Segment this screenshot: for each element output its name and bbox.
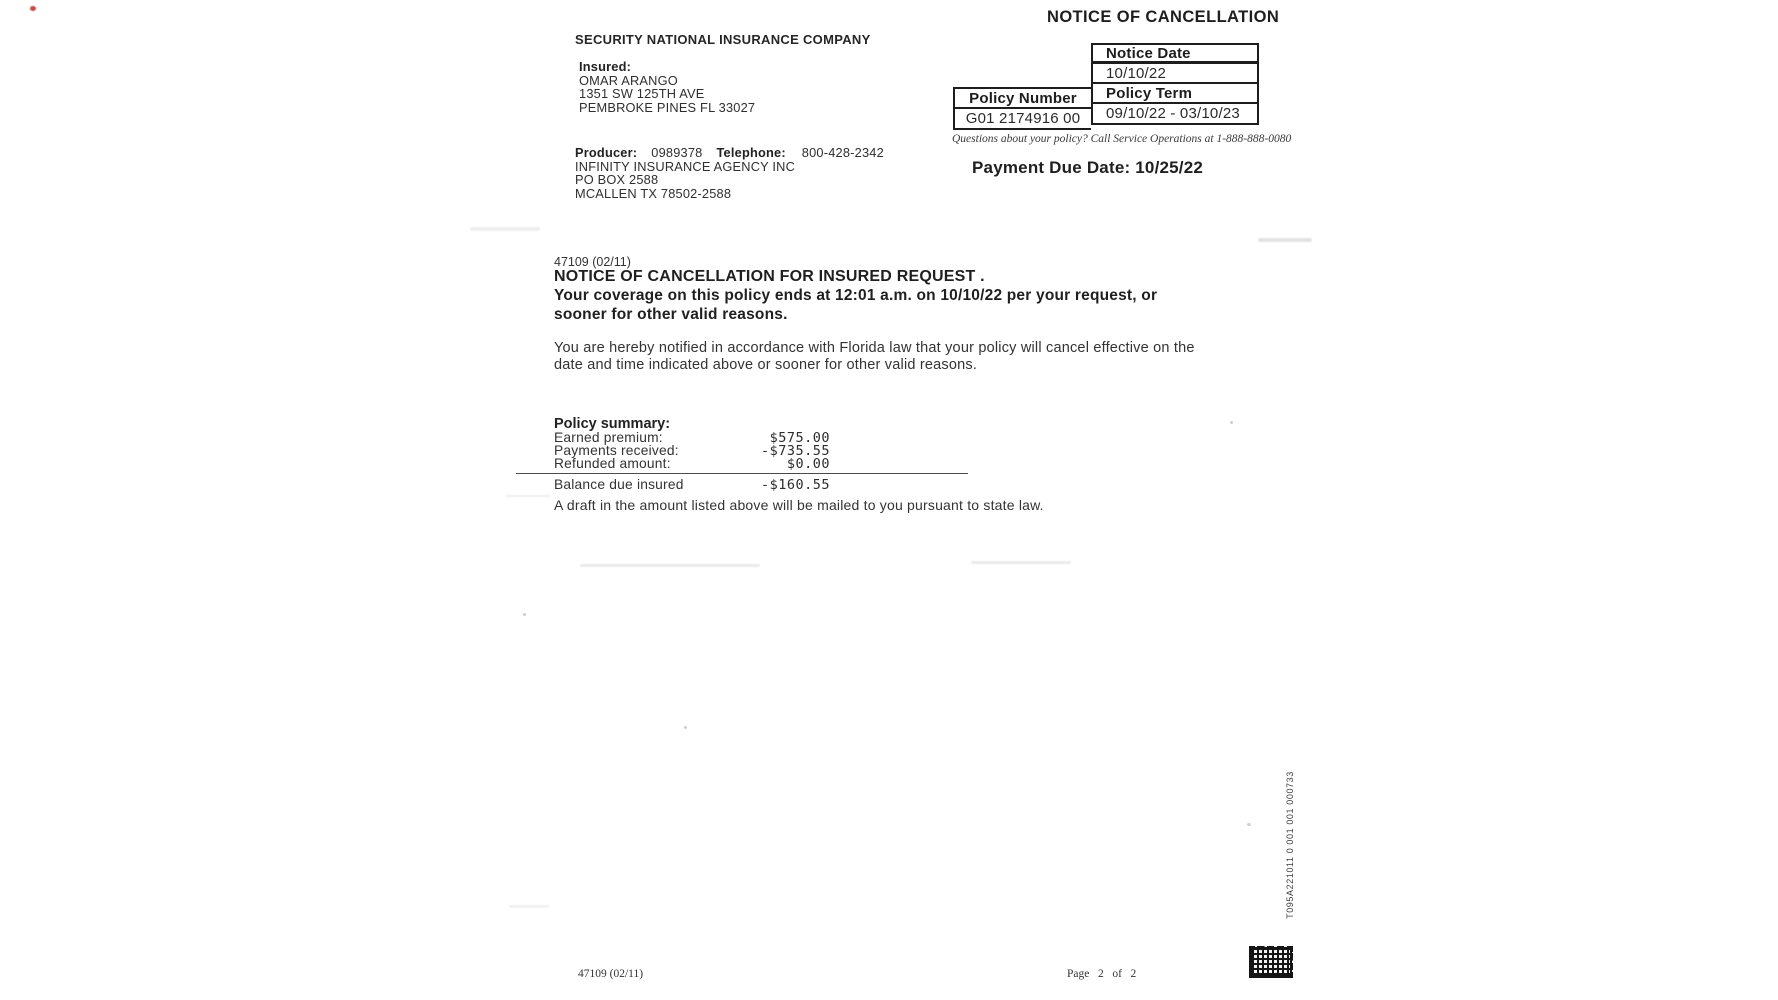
footer-page-indicator: Page 2 of 2 — [1067, 968, 1137, 980]
summary-row-payments-received — [554, 443, 832, 459]
coverage-end-line1: Your coverage on this policy ends at 12:01 a.m. on 10/10/22 per your request, or — [554, 287, 1158, 304]
payment-due-date: Payment Due Date: 10/25/22 — [972, 158, 1204, 177]
company-name: SECURITY NATIONAL INSURANCE COMPANY — [575, 32, 871, 47]
scan-artifact — [684, 726, 687, 729]
policy-number-header: Policy Number — [955, 89, 1091, 109]
scan-artifact — [470, 227, 540, 231]
notice-date-header: Notice Date — [1093, 45, 1257, 64]
draft-note: A draft in the amount listed above will be mailed to you pursuant to state law. — [554, 497, 1044, 513]
notice-info-table-left — [953, 87, 1091, 130]
insured-address-block — [579, 60, 755, 114]
summary-row-balance-due — [554, 477, 832, 493]
scan-artifact — [971, 561, 1071, 564]
coverage-end-statement — [554, 287, 1157, 324]
producer-address-line2: MCALLEN TX 78502-2588 — [575, 185, 732, 201]
summary-total-amount: -$160.55 — [760, 477, 830, 493]
summary-row-label: Payments received: — [554, 443, 679, 458]
summary-row-earned-premium — [554, 430, 832, 446]
producer-label: Producer: — [575, 145, 638, 160]
red-dot-scan-artifact — [30, 6, 36, 11]
insured-address-line1: 1351 SW 125TH AVE — [579, 86, 705, 102]
summary-row-label: Refunded amount: — [554, 456, 671, 471]
producer-number: 0989378 — [651, 145, 703, 160]
summary-row-amount: $0.00 — [786, 456, 830, 472]
telephone-label: Telephone: — [716, 145, 786, 160]
data-matrix-barcode-icon — [1249, 946, 1293, 978]
summary-total-rule — [516, 473, 968, 474]
questions-service-line: Questions about your policy? Call Service Operations at 1-888-888-0080 — [952, 133, 1292, 145]
summary-row-refunded-amount — [554, 456, 832, 472]
scan-artifact — [1258, 238, 1312, 242]
scan-artifact — [1230, 421, 1233, 424]
policy-term-value: 09/10/22 - 03/10/23 — [1106, 105, 1240, 122]
notification-paragraph — [554, 340, 1195, 373]
producer-agency-name: INFINITY INSURANCE AGENCY INC — [575, 158, 796, 174]
scan-artifact — [509, 905, 549, 908]
vertical-print-code: T095A221011 0 001 001 000733 — [1285, 771, 1295, 919]
notice-info-table-right — [1091, 43, 1259, 125]
notification-line2: date and time indicated above or sooner for other valid reasons. — [554, 356, 978, 373]
scan-artifact — [523, 613, 526, 616]
policy-term-header: Policy Term — [1093, 84, 1257, 104]
insured-label: Insured: — [579, 59, 632, 74]
scan-artifact — [1247, 823, 1251, 826]
insured-address-line2: PEMBROKE PINES FL 33027 — [579, 99, 756, 115]
producer-line — [575, 146, 884, 160]
cancellation-heading: NOTICE OF CANCELLATION FOR INSURED REQUEST . — [554, 268, 985, 285]
footer-form-number: 47109 (02/11) — [578, 968, 644, 980]
scan-artifact — [506, 495, 550, 497]
scan-artifact — [580, 564, 760, 567]
document-title: NOTICE OF CANCELLATION — [1047, 8, 1280, 26]
notice-date-value: 10/10/22 — [1093, 64, 1257, 84]
coverage-end-line2: sooner for other valid reasons. — [554, 305, 788, 323]
summary-row-label: Earned premium: — [554, 430, 663, 445]
producer-block — [575, 146, 884, 200]
summary-total-label: Balance due insured — [554, 477, 684, 492]
summary-row-amount: -$735.55 — [760, 443, 830, 459]
policy-number-value: G01 2174916 00 — [965, 110, 1081, 127]
form-number-reference: 47109 (02/11) — [554, 255, 631, 269]
producer-address-line1: PO BOX 2588 — [575, 172, 659, 187]
insured-name: OMAR ARANGO — [579, 72, 678, 88]
telephone-number: 800-428-2342 — [801, 145, 884, 160]
notification-line1: You are hereby notified in accordance with Florida law that your policy will cancel effective on the — [554, 340, 1195, 356]
summary-row-amount: $575.00 — [769, 430, 830, 446]
policy-summary-title: Policy summary: — [554, 416, 671, 432]
